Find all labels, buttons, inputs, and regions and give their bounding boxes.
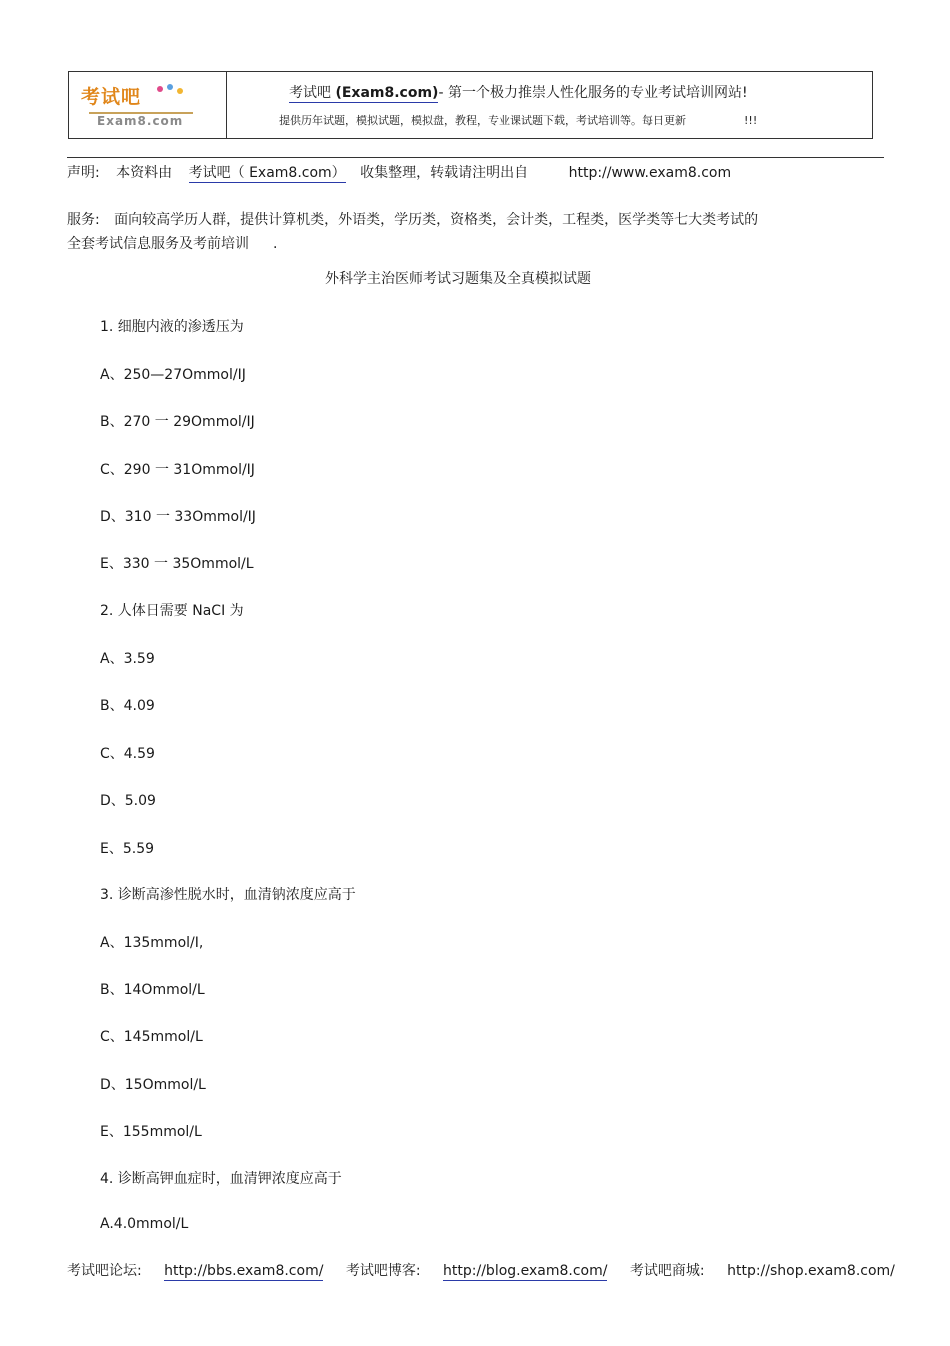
option-1e: E、330 一 35Ommol/L bbox=[100, 556, 254, 572]
option-2c: C、4.59 bbox=[100, 746, 155, 762]
services-text: 提供历年试题，模拟试题，模拟盘，教程，专业课试题下载，考试培训等。每日更新 bbox=[279, 114, 686, 127]
header-rule bbox=[67, 157, 884, 158]
tagline-text: - 第一个极力推崇人性化服务的专业考试培训网站! bbox=[438, 85, 748, 101]
option-1a: A、250—27Ommol/IJ bbox=[100, 367, 246, 383]
shop-link[interactable]: http://shop.exam8.com/ bbox=[727, 1263, 895, 1279]
services-end: !!! bbox=[744, 114, 758, 127]
service-line2 bbox=[67, 233, 277, 253]
logo-cell bbox=[69, 72, 227, 138]
exam8-logo[interactable] bbox=[77, 80, 195, 132]
site-name: 考试吧 bbox=[289, 85, 331, 101]
option-2b: B、4.09 bbox=[100, 698, 155, 714]
question-2: 2. 人体日需要 NaCI 为 bbox=[100, 603, 244, 619]
option-3a: A、135mmol/I, bbox=[100, 935, 204, 951]
footer-links bbox=[67, 1260, 895, 1281]
blog-label: 考试吧博客: bbox=[345, 1263, 421, 1279]
option-3b: B、14Ommol/L bbox=[100, 982, 205, 998]
option-3c: C、145mmol/L bbox=[100, 1029, 203, 1045]
header-banner bbox=[68, 71, 873, 139]
service-end: . bbox=[273, 236, 278, 252]
option-2d: D、5.09 bbox=[100, 793, 156, 809]
site-link[interactable] bbox=[289, 85, 438, 103]
option-1b: B、270 一 29Ommol/IJ bbox=[100, 414, 255, 430]
option-3e: E、155mmol/L bbox=[100, 1124, 202, 1140]
service-text2: 全套考试信息服务及考前培训 bbox=[67, 236, 249, 252]
statement-text2: 收集整理，转载请注明出自 bbox=[360, 165, 529, 181]
header-services bbox=[279, 112, 757, 128]
question-3: 3. 诊断高渗性脱水时，血清钠浓度应高于 bbox=[100, 887, 356, 903]
blog-link[interactable]: http://blog.exam8.com/ bbox=[443, 1263, 608, 1279]
service-text1: 面向较高学历人群，提供计算机类，外语类，学历类，资格类，会计类，工程类，医学类等七大类考试的 bbox=[114, 212, 759, 228]
option-2e: E、5.59 bbox=[100, 841, 155, 857]
option-1d: D、310 一 33Ommol/IJ bbox=[100, 509, 256, 525]
option-2a: A、3.59 bbox=[100, 651, 155, 667]
service-line1 bbox=[67, 209, 758, 229]
option-1c: C、290 一 31Ommol/IJ bbox=[100, 462, 255, 478]
header-tagline bbox=[289, 82, 748, 102]
forum-label: 考试吧论坛: bbox=[67, 1263, 142, 1279]
shop-label: 考试吧商城: bbox=[629, 1263, 705, 1279]
site-domain: (Exam8.com) bbox=[335, 85, 439, 101]
service-label: 服务: bbox=[67, 212, 100, 228]
option-4a: A.4.0mmol/L bbox=[100, 1216, 189, 1232]
statement-text1: 本资料由 bbox=[116, 165, 173, 181]
statement-line bbox=[67, 162, 731, 182]
question-4: 4. 诊断高钾血症时，血清钾浓度应高于 bbox=[100, 1171, 342, 1187]
logo-text: 考试吧 bbox=[81, 86, 142, 108]
logo-subtext: Exam8.com bbox=[97, 114, 184, 128]
statement-url[interactable]: http://www.exam8.com bbox=[568, 165, 732, 181]
forum-link[interactable]: http://bbs.exam8.com/ bbox=[164, 1263, 324, 1279]
statement-label: 声明: bbox=[67, 165, 100, 181]
option-3d: D、15Ommol/L bbox=[100, 1077, 206, 1093]
question-1: 1. 细胞内液的渗透压为 bbox=[100, 319, 244, 335]
statement-link[interactable]: 考试吧（ Exam8.com） bbox=[188, 165, 346, 181]
doc-title: 外科学主治医师考试习题集及全真模拟试题 bbox=[325, 271, 591, 287]
